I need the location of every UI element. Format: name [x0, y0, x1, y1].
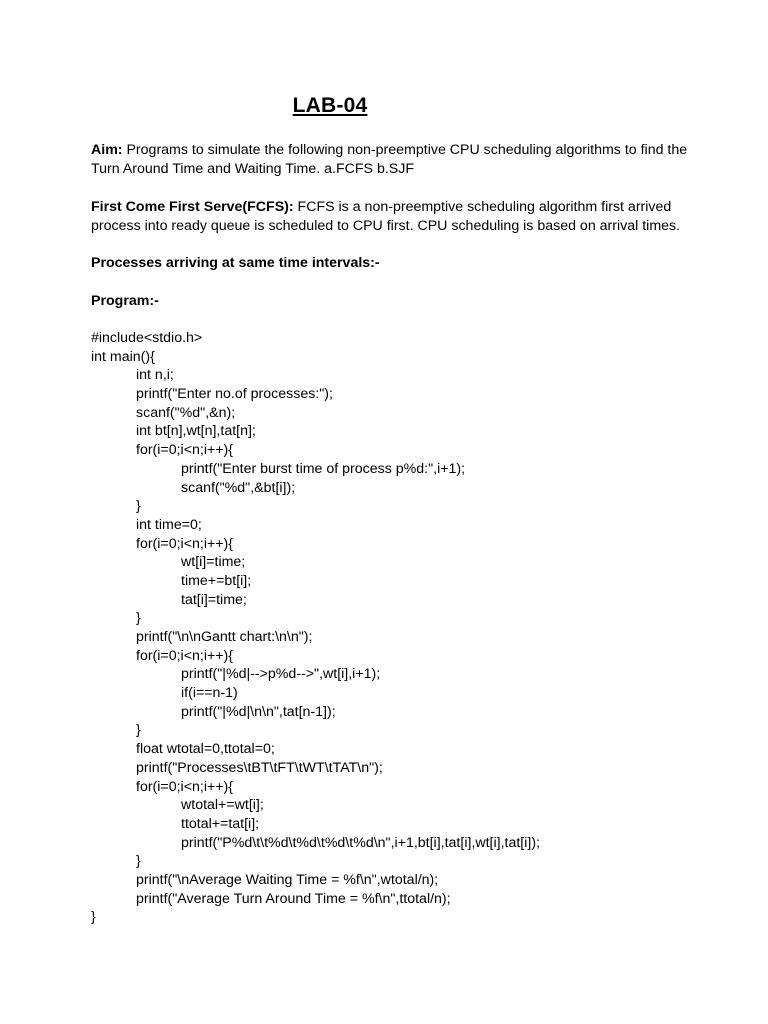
processes-heading: Processes arriving at same time intervals:- — [91, 255, 380, 271]
code-line: for(i=0;i<n;i++){ — [136, 778, 234, 795]
aim-paragraph — [91, 141, 691, 179]
code-line: for(i=0;i<n;i++){ — [136, 535, 234, 552]
code-line: wtotal+=wt[i]; — [181, 797, 264, 814]
code-line: printf("P%d\t\t%d\t%d\t%d\t%d\n",i+1,bt[i],tat[i],wt[i],tat[i]); — [181, 834, 540, 851]
code-line: printf("Enter no.of processes:"); — [136, 386, 333, 403]
code-line: for(i=0;i<n;i++){ — [136, 647, 234, 664]
code-line: scanf("%d",&bt[i]); — [181, 479, 296, 496]
code-line: } — [136, 610, 141, 627]
aim-label: Aim: — [91, 142, 123, 158]
code-block — [91, 329, 711, 927]
fcfs-label: First Come First Serve(FCFS): — [91, 199, 294, 215]
code-line: int main(){ — [91, 348, 155, 365]
code-line: } — [136, 853, 141, 870]
code-line: int time=0; — [136, 516, 202, 533]
code-line: } — [136, 498, 141, 515]
code-line: printf("Average Turn Around Time = %f\n",ttotal/n); — [136, 890, 451, 907]
aim-text: Programs to simulate the following non-preemptive CPU scheduling algorithms to find the Turn Around Time and Waiting Time. a.FCFS b.SJF — [91, 142, 688, 177]
code-line: printf("|%d|\n\n",tat[n-1]); — [181, 703, 336, 720]
code-line: float wtotal=0,ttotal=0; — [136, 741, 275, 758]
code-line: printf("\n\nGantt chart:\n\n"); — [136, 629, 313, 645]
fcfs-paragraph — [91, 198, 691, 236]
code-line: int bt[n],wt[n],tat[n]; — [136, 423, 256, 440]
code-line: ttotal+=tat[i]; — [181, 815, 260, 832]
code-line: #include<stdio.h> — [91, 330, 203, 346]
code-line: scanf("%d",&n); — [136, 404, 236, 421]
code-line: int n,i; — [136, 367, 174, 384]
code-line: tat[i]=time; — [181, 591, 247, 608]
code-line: printf("|%d|-->p%d-->",wt[i],i+1); — [181, 666, 381, 683]
code-line: for(i=0;i<n;i++){ — [136, 442, 234, 459]
code-line: if(i==n-1) — [181, 685, 238, 702]
code-line: wt[i]=time; — [181, 554, 246, 571]
code-line: } — [91, 909, 96, 926]
code-line: } — [136, 722, 141, 739]
code-line: time+=bt[i]; — [181, 572, 252, 589]
fcfs-text: FCFS is a non-preemptive scheduling algorithm first arrived process into ready queue is scheduled to CPU first. CPU scheduling is based on arrival times. — [91, 199, 681, 234]
code-line: printf("Enter burst time of process p%d:",i+1); — [181, 460, 466, 477]
code-line: printf("Processes\tBT\tFT\tWT\tTAT\n"); — [136, 759, 383, 776]
code-line: printf("\nAverage Waiting Time = %f\n",wtotal/n); — [136, 871, 439, 888]
program-heading: Program:- — [91, 293, 159, 309]
page-title: LAB-04 — [292, 94, 368, 117]
